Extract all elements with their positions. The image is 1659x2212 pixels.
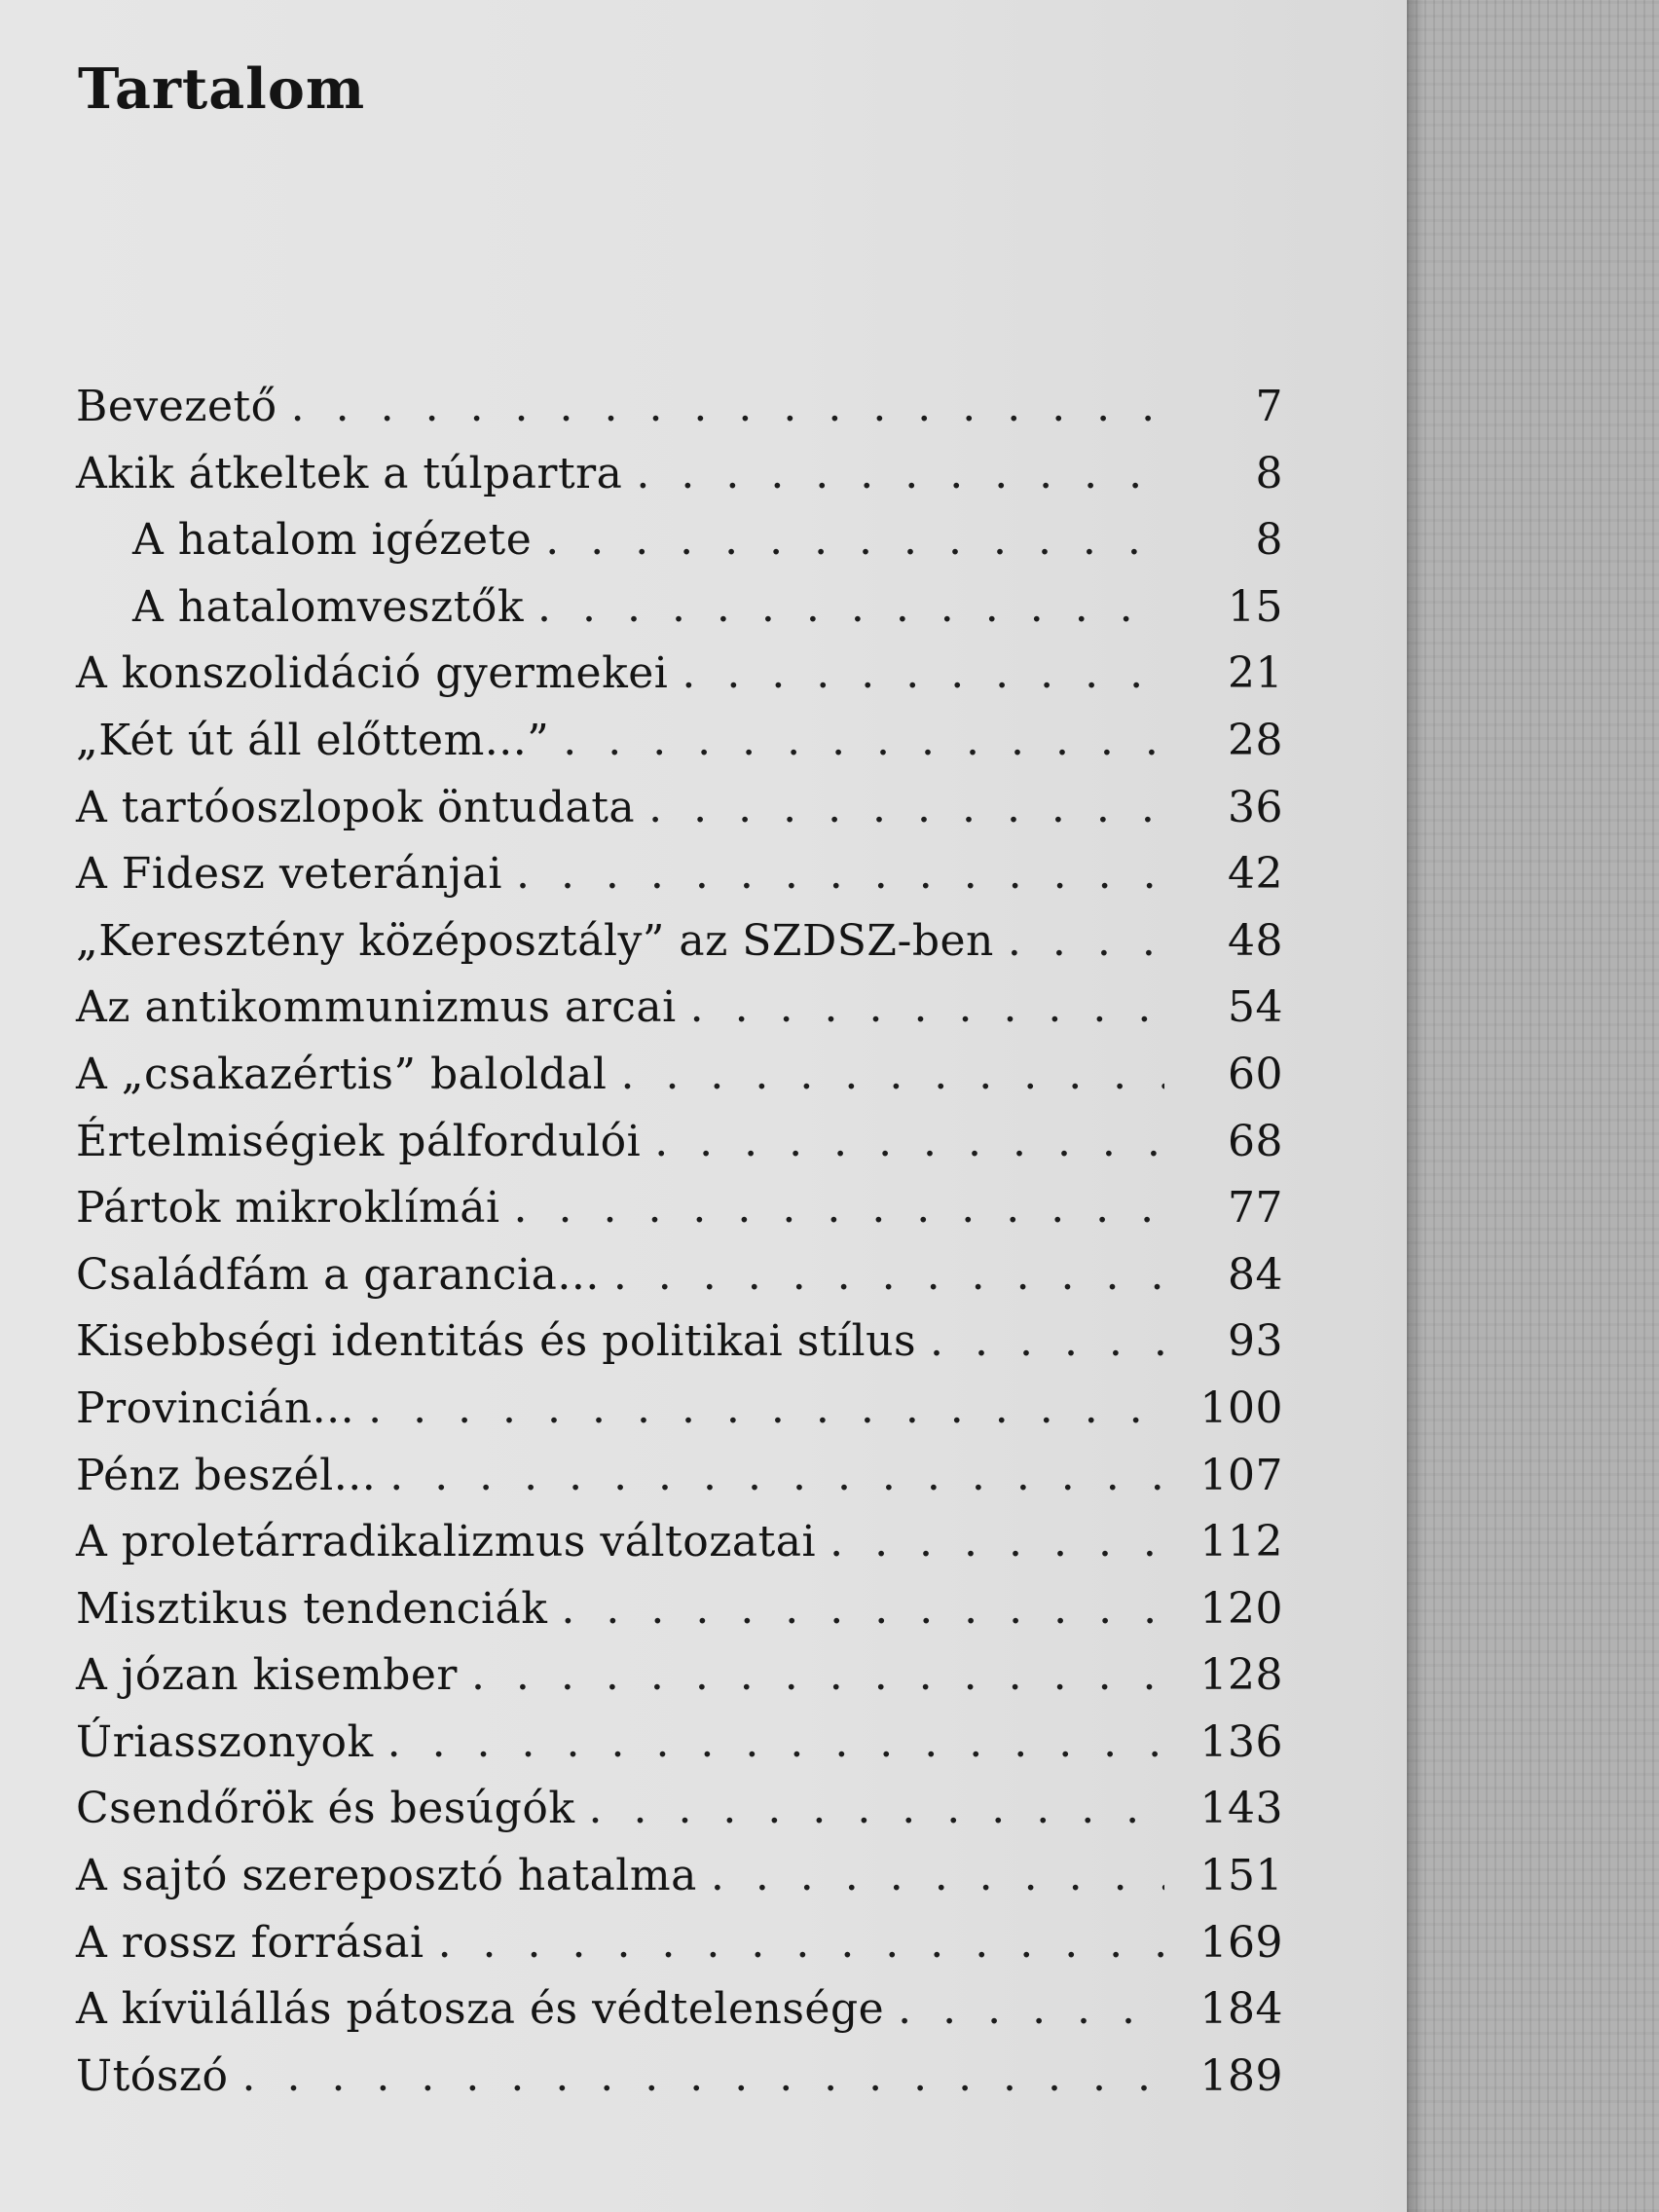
toc-entry bbox=[76, 507, 1283, 574]
toc-entry-title: Családfám a garancia... bbox=[76, 1249, 600, 1300]
toc-entry-page-number: 184 bbox=[1199, 1984, 1283, 2035]
toc-entry-page-number: 28 bbox=[1228, 715, 1283, 765]
toc-entry-page-number: 48 bbox=[1228, 915, 1283, 966]
toc-entry bbox=[76, 1443, 1283, 1510]
dot-leader bbox=[830, 1509, 1164, 1576]
toc-entry-title: A kívülállás pátosza és védtelensége bbox=[76, 1984, 885, 2035]
toc-entry bbox=[76, 1843, 1283, 1910]
dot-leader bbox=[368, 1376, 1164, 1443]
dot-leader bbox=[620, 1042, 1164, 1109]
toc-entry bbox=[76, 1910, 1283, 1977]
dot-leader bbox=[613, 1242, 1164, 1309]
toc-entry-title: „Két út áll előttem...” bbox=[76, 715, 550, 765]
toc-entry bbox=[76, 908, 1283, 976]
toc-entry-title: A tartóoszlopok öntudata bbox=[76, 782, 636, 832]
toc-entry bbox=[76, 1042, 1283, 1109]
toc-entry-title: Csendőrök és besúgók bbox=[76, 1784, 575, 1834]
toc-entry bbox=[76, 708, 1283, 775]
dot-leader bbox=[291, 374, 1164, 441]
toc-entry bbox=[76, 1309, 1283, 1376]
toc-entry-title: Utószó bbox=[76, 2050, 229, 2101]
toc-entry-page-number: 93 bbox=[1228, 1316, 1283, 1367]
toc-entry-title: A konszolidáció gyermekei bbox=[76, 648, 669, 699]
toc-entry bbox=[76, 2044, 1283, 2111]
toc-entry-title: Bevezető bbox=[76, 382, 277, 431]
toc-entry-title: A hatalomvesztők bbox=[132, 581, 525, 632]
toc-entry-title: A sajtó szereposztó hatalma bbox=[76, 1851, 697, 1901]
toc-entry-page-number: 7 bbox=[1255, 382, 1283, 431]
dot-leader bbox=[387, 1710, 1164, 1777]
toc-entry bbox=[76, 1776, 1283, 1843]
dot-leader bbox=[563, 708, 1164, 775]
dot-leader bbox=[471, 1642, 1164, 1710]
toc-entry-page-number: 120 bbox=[1199, 1583, 1283, 1634]
toc-entry bbox=[76, 1642, 1283, 1710]
toc-entry bbox=[76, 1376, 1283, 1443]
toc-entry bbox=[76, 1710, 1283, 1777]
toc-entry-page-number: 68 bbox=[1228, 1116, 1283, 1166]
toc-entry-page-number: 42 bbox=[1228, 849, 1283, 900]
toc-entry-title: „Keresztény középosztály” az SZDSZ-ben bbox=[76, 915, 994, 966]
toc-entry bbox=[76, 841, 1283, 908]
toc-entry bbox=[76, 374, 1283, 441]
toc-entry bbox=[76, 775, 1283, 842]
dot-leader bbox=[242, 2044, 1164, 2111]
page-title: Tartalom bbox=[78, 56, 366, 122]
dot-leader bbox=[545, 507, 1164, 574]
dot-leader bbox=[516, 841, 1164, 908]
table-of-contents bbox=[76, 374, 1283, 2110]
dot-leader bbox=[561, 1576, 1164, 1643]
toc-entry-title: A Fidesz veteránjai bbox=[76, 849, 502, 900]
toc-entry-page-number: 21 bbox=[1228, 648, 1283, 699]
toc-entry-title: A hatalom igézete bbox=[132, 515, 533, 566]
toc-entry-page-number: 60 bbox=[1228, 1049, 1283, 1099]
toc-entry bbox=[76, 1242, 1283, 1309]
toc-entry bbox=[76, 641, 1283, 708]
toc-entry-page-number: 143 bbox=[1199, 1784, 1283, 1834]
toc-entry-title: Pártok mikroklímái bbox=[76, 1183, 500, 1234]
toc-entry-page-number: 84 bbox=[1228, 1249, 1283, 1300]
dot-leader bbox=[636, 441, 1164, 508]
dot-leader bbox=[682, 641, 1164, 708]
dot-leader bbox=[930, 1309, 1164, 1376]
toc-entry-page-number: 136 bbox=[1199, 1716, 1283, 1767]
dot-leader bbox=[690, 975, 1164, 1042]
toc-entry-title: Úriasszonyok bbox=[76, 1716, 374, 1767]
dot-leader bbox=[654, 1109, 1164, 1176]
dot-leader bbox=[537, 574, 1164, 642]
toc-entry bbox=[76, 574, 1283, 642]
page-edge bbox=[1407, 0, 1659, 2212]
toc-entry-title: A „csakazértis” baloldal bbox=[76, 1049, 608, 1099]
toc-entry-page-number: 77 bbox=[1228, 1183, 1283, 1234]
toc-entry-page-number: 8 bbox=[1255, 448, 1283, 498]
toc-entry-title: Provincián... bbox=[76, 1382, 355, 1433]
toc-entry-page-number: 189 bbox=[1199, 2050, 1283, 2101]
dot-leader bbox=[389, 1443, 1164, 1510]
dot-leader bbox=[1008, 908, 1164, 976]
toc-entry-page-number: 107 bbox=[1199, 1450, 1283, 1500]
dot-leader bbox=[648, 775, 1164, 842]
toc-entry-page-number: 151 bbox=[1199, 1851, 1283, 1901]
toc-entry-page-number: 100 bbox=[1199, 1382, 1283, 1433]
toc-entry bbox=[76, 1976, 1283, 2044]
toc-entry bbox=[76, 1509, 1283, 1576]
toc-entry-title: Az antikommunizmus arcai bbox=[76, 982, 677, 1033]
toc-entry-title: Akik átkeltek a túlpartra bbox=[76, 448, 623, 498]
toc-entry-title: Kisebbségi identitás és politikai stílus bbox=[76, 1316, 917, 1367]
toc-entry bbox=[76, 441, 1283, 508]
dot-leader bbox=[438, 1910, 1164, 1977]
dot-leader bbox=[898, 1976, 1164, 2044]
toc-entry bbox=[76, 1109, 1283, 1176]
toc-entry-page-number: 112 bbox=[1199, 1517, 1283, 1567]
dot-leader bbox=[589, 1776, 1165, 1843]
toc-entry-title: Pénz beszél... bbox=[76, 1450, 377, 1500]
toc-entry-page-number: 169 bbox=[1199, 1917, 1283, 1968]
toc-entry-title: Értelmiségiek pálfordulói bbox=[76, 1116, 642, 1166]
toc-entry-title: A józan kisember bbox=[76, 1650, 458, 1701]
toc-entry bbox=[76, 975, 1283, 1042]
toc-entry-title: Misztikus tendenciák bbox=[76, 1583, 548, 1634]
toc-entry-page-number: 36 bbox=[1228, 782, 1283, 832]
toc-entry-page-number: 54 bbox=[1228, 982, 1283, 1033]
toc-entry bbox=[76, 1576, 1283, 1643]
toc-entry-page-number: 15 bbox=[1228, 581, 1283, 632]
toc-entry-title: A rossz forrásai bbox=[76, 1917, 424, 1968]
dot-leader bbox=[711, 1843, 1164, 1910]
toc-entry bbox=[76, 1175, 1283, 1242]
toc-entry-page-number: 8 bbox=[1255, 515, 1283, 566]
dot-leader bbox=[514, 1175, 1164, 1242]
toc-entry-page-number: 128 bbox=[1199, 1650, 1283, 1701]
toc-entry-title: A proletárradikalizmus változatai bbox=[76, 1517, 817, 1567]
